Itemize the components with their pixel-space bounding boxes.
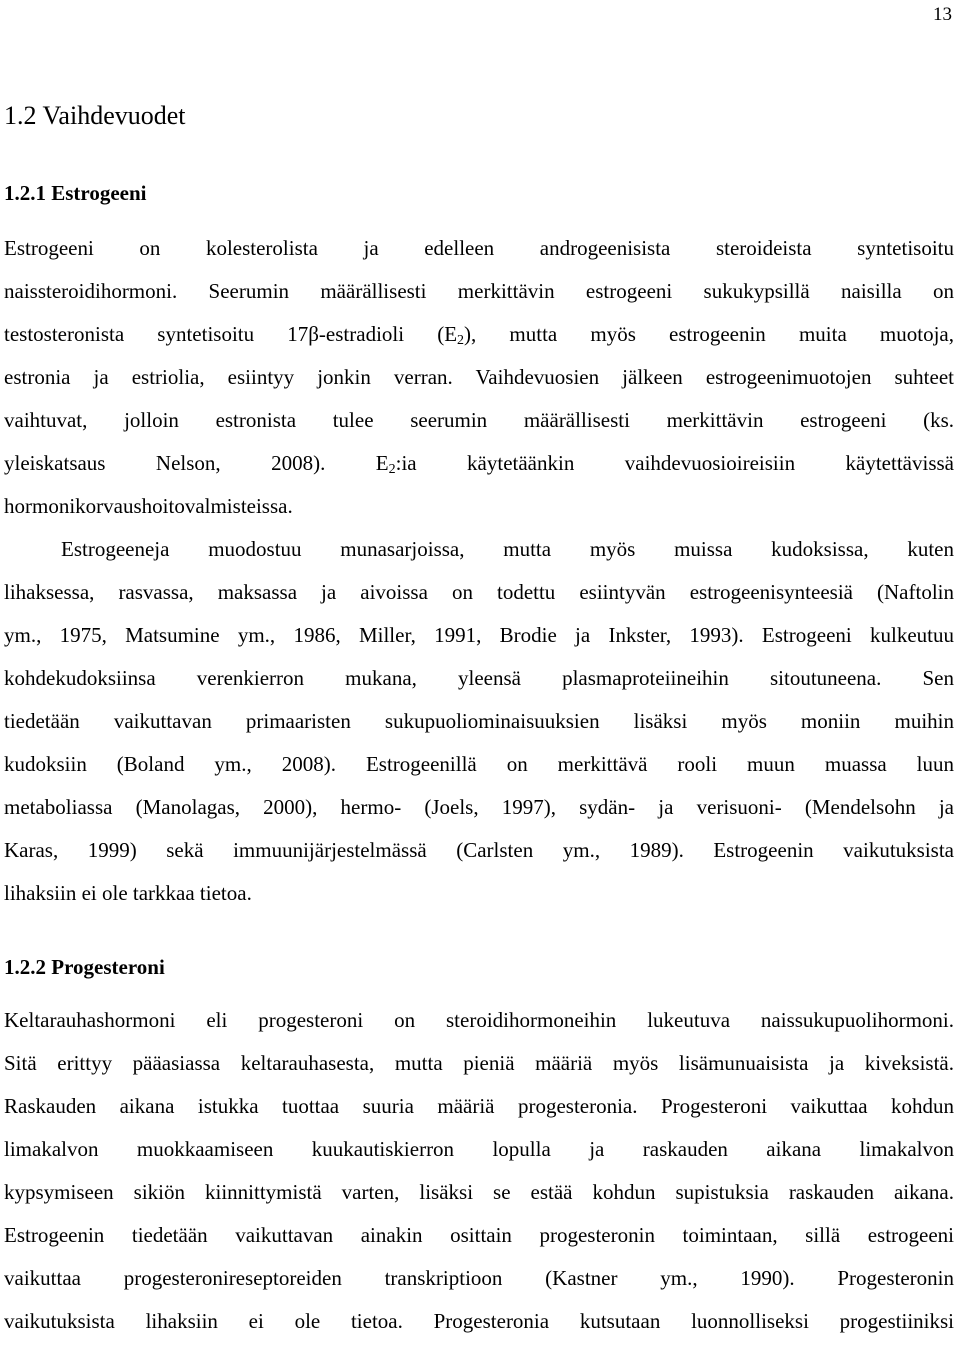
subsection-title-progesterone: 1.2.2 Progesteroni (4, 955, 165, 979)
subsection-title-estrogen: 1.2.1 Estrogeeni (4, 181, 147, 205)
paragraph-line: tiedetään vaikuttavan primaaristen sukupuoliominaisuuksien lisäksi myös moniin muihin (4, 709, 954, 733)
paragraph-line: Keltarauhashormoni eli progesteroni on steroidihormoneihin lukeutuva naissukupuolihormoni. (4, 1008, 954, 1032)
paragraph-line: vaikutuksista lihaksiin ei ole tietoa. Progesteronia kutsutaan luonnolliseksi progestiiniksi (4, 1309, 954, 1333)
paragraph-line: Karas, 1999) sekä immuunijärjestelmässä (Carlsten ym., 1989). Estrogeenin vaikutuksista (4, 838, 954, 862)
paragraph-line: hormonikorvaushoitovalmisteissa. (4, 494, 293, 518)
paragraph-line: vaihtuvat, jolloin estronista tulee seerumin määrällisesti merkittävin estrogeeni (ks. (4, 408, 954, 432)
paragraph-line: Raskauden aikana istukka tuottaa suuria määriä progesteronia. Progesteroni vaikuttaa kohdun (4, 1094, 954, 1118)
paragraph-line: kohdekudoksiinsa verenkierron mukana, yleensä plasmaproteiineihin sitoutuneena. Sen (4, 666, 954, 690)
paragraph-line: kypsymiseen sikiön kiinnittymistä varten, lisäksi se estää kohdun supistuksia raskauden aikana. (4, 1180, 954, 1204)
paragraph-line: vaikuttaa progesteronireseptoreiden transkriptioon (Kastner ym., 1990). Progesteronin (4, 1266, 954, 1290)
progesterone-paragraph (4, 1005, 954, 1349)
paragraph-line: naissteroidihormoni. Seerumin määrällisesti merkittävin estrogeeni sukukypsillä naisilla on (4, 279, 954, 303)
paragraph-line: lihaksessa, rasvassa, maksassa ja aivoissa on todettu esiintyvän estrogeenisynteesiä (Naftolin (4, 580, 954, 604)
page-number: 13 (933, 4, 952, 25)
paragraph-line: estronia ja estriolia, esiintyy jonkin verran. Vaihdevuosien jälkeen estrogeenimuotojen suhteet (4, 365, 954, 389)
section-title: 1.2 Vaihdevuodet (4, 101, 186, 130)
paragraph-line: yleiskatsaus Nelson, 2008). $E_2:ia$ käytetäänkin vaihdevuosioireisiin käytettävissä (4, 451, 954, 477)
paragraph-line: ym., 1975, Matsumine ym., 1986, Miller, 1991, Brodie ja Inkster, 1993). Estrogeeni kulkeutuu (4, 623, 954, 647)
paragraph-line: metaboliassa (Manolagas, 2000), hermo- (Joels, 1997), sydän- ja verisuoni- (Mendelsohn ja (4, 795, 954, 819)
paragraph-line: limakalvon muokkaamiseen kuukautiskierron lopulla ja raskauden aikana limakalvon (4, 1137, 954, 1161)
estrogen-paragraph-2 (4, 534, 954, 921)
paragraph-line: lihaksiin ei ole tarkkaa tietoa. (4, 881, 252, 905)
estrogen-paragraph-1 (4, 233, 954, 534)
paragraph-line: Estrogeeneja muodostuu munasarjoissa, mutta myös muissa kudoksissa, kuten (61, 537, 954, 561)
paragraph-line: testosteronista syntetisoitu 17β-estradioli $(E_2)$, mutta myös estrogeenin muita muotoja, (4, 322, 954, 348)
paragraph-line: Estrogeenin tiedetään vaikuttavan ainakin osittain progesteronin toimintaan, sillä estrogeeni (4, 1223, 954, 1247)
paragraph-line: Estrogeeni on kolesterolista ja edelleen androgeenisista steroideista syntetisoitu (4, 236, 954, 260)
paragraph-line: kudoksiin (Boland ym., 2008). Estrogeenillä on merkittävä rooli muun muassa luun (4, 752, 954, 776)
paragraph-line: Sitä erittyy pääasiassa keltarauhasesta, mutta pieniä määriä myös lisämunuaisista ja kiveksistä. (4, 1051, 954, 1075)
